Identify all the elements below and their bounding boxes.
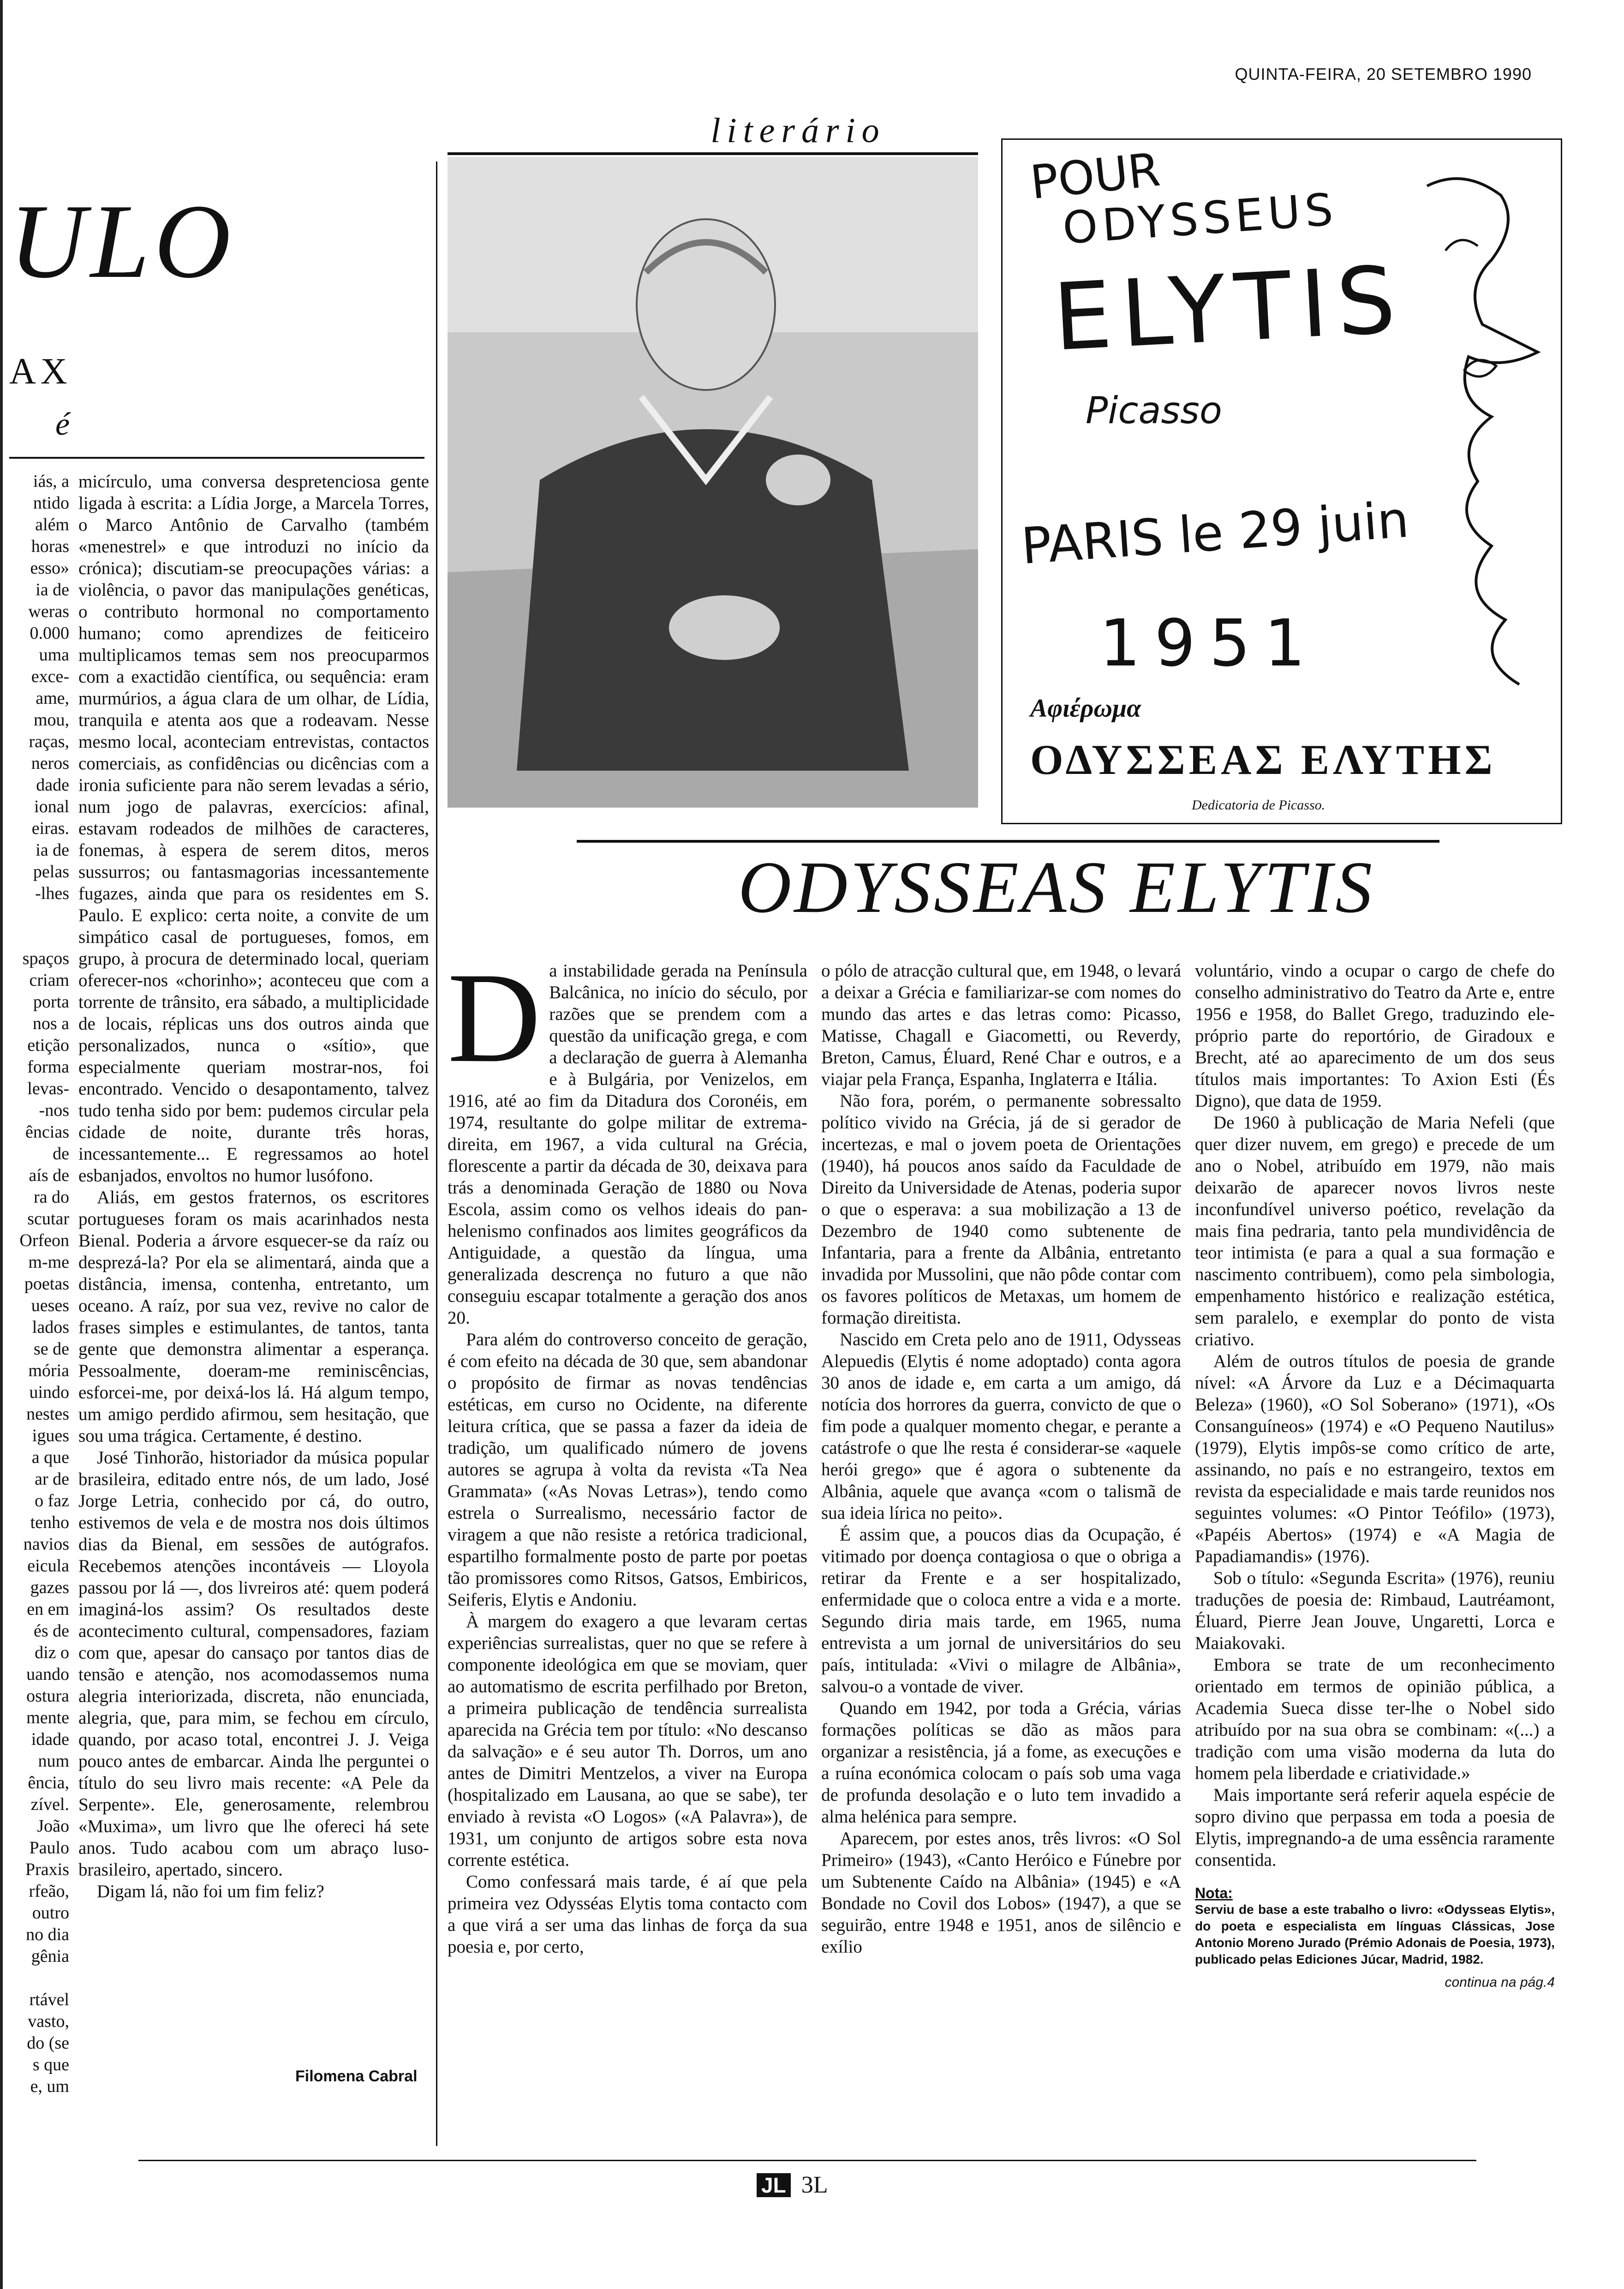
picasso-dedication-box xyxy=(1001,138,1562,824)
col1-paragraph-2: Para além do controverso conceito de geração, é com efeito na década de 30 que, sem abandonar o propósito de firmar as novas tendências estéticas, em curso no Ocidente, na diferente leitura crítica, que se passa a fazer da ideia de tradição, um qualificado número de jovens autores se agrupa à volta da revista «Ta Nea Grammata» («As Novas Letras»), tendo como estrela o Surrealismo, necessário factor de viragem a que não resiste a retórica tradicional, espartilho formalmente posto de parte por poetas tão promissores como Ritsos, Gatsos, Embiricos, Seiferis, Elytis e Andoniu. xyxy=(448,1330,807,1610)
cropped-subtitle-2: é xyxy=(55,407,70,442)
col1-paragraph-3: À margem do exagero a que levaram certas experiências surrealistas, quer no que se refere à componente ideológica em que se moviam, quer ao automatismo de escrita perfilhado por Breton, a primeira publicação de tendência surrealista aparecida na Grécia tem por título: «No descanso da salvação» e é seu autor Th. Dorros, um ano antes de Dimitri Mentzelos, a viver na Europa (hospitalizado em Lausana, ao que se sabe), ter enviado à revista «O Logos» («A Palavra»), de 1931, um conjunto de artigos sobre esta nova corrente estética. xyxy=(448,1612,807,1870)
newspaper-logo: JL xyxy=(757,2173,791,2197)
cropped-line: gênia xyxy=(31,1947,69,1966)
cropped-line: ueses xyxy=(31,1296,69,1315)
cropped-line xyxy=(0,905,69,926)
picasso-profile-sketch xyxy=(1399,158,1547,712)
cropped-line: spaços xyxy=(22,949,69,968)
cropped-line: eiras. xyxy=(31,819,69,838)
col3-paragraph-2: De 1960 à publicação de Maria Nefeli (que quer dizer nuvem, em grego) e precede de um ano o Nobel, atribuído em 1979, não mais deixarão de aparecer novos livros neste inconfundível universo poético, revelação da mais fina pedraria, tanto pela mundividência de teor intimista (e para a qual a sua formação e nascimento contribuem), como pela simbologia, empenhamento histórico e realização estética, sem paralelo, e exemplar do ponto de vista criativo. xyxy=(1195,1113,1555,1349)
cropped-line: no dia xyxy=(26,1925,69,1944)
cropped-line: s que xyxy=(32,2055,69,2074)
cropped-line: -nos xyxy=(39,1101,69,1120)
cropped-line: ia de xyxy=(36,580,69,599)
cropped-line: ntido xyxy=(33,493,69,513)
note-text: Serviu de base a este trabalho o livro: «Odysseas Elytis», do poeta e especialista em línguas Clássicas, Jose Antonio Moreno Jurado (Prémio Adonais de Poesia, 1973), publicado pelas Ediciones Júcar, Madrid, 1982. xyxy=(1195,1902,1555,1966)
cropped-line: ional xyxy=(34,797,69,816)
cropped-line: m-me xyxy=(28,1252,69,1272)
left-column-text xyxy=(78,471,429,1902)
cropped-line: rfeão, xyxy=(29,1882,69,1901)
cropped-line: Orfeon xyxy=(19,1231,69,1250)
cropped-line: -lhes xyxy=(35,884,69,903)
dedication-line-5: PARIS le 29 juin xyxy=(1019,491,1411,576)
col2-paragraph-5: Quando em 1942, por toda a Grécia, várias formações políticas se dão as mãos para organizar a resistência, já a fome, as execuções e a ruína económica colocam o país sob uma vaga de profunda desolação e o luto tem invadido a alma helénica para sempre. xyxy=(821,1698,1181,1827)
dedication-line-6: 1951 xyxy=(1099,606,1320,681)
cropped-line: outro xyxy=(32,1903,69,1923)
col3-paragraph-6: Mais importante será referir aquela espécie de sopro divino que perpassa em toda a poesia de Elytis, impregnando-a de uma essência raramente consentida. xyxy=(1195,1785,1555,1870)
cropped-line: porta xyxy=(33,992,69,1012)
article-column-2 xyxy=(821,960,1181,1958)
cropped-line: vasto, xyxy=(28,2012,69,2031)
cropped-line: igues xyxy=(32,1426,69,1445)
cropped-line: etição xyxy=(27,1036,69,1055)
portrait-illustration xyxy=(448,157,978,808)
cropped-line: aís de xyxy=(29,1166,69,1185)
cropped-line: e, um xyxy=(30,2077,69,2096)
cropped-rule xyxy=(9,457,424,459)
cropped-line: horas xyxy=(31,537,69,556)
dedication-line-2: ODYSSEUS xyxy=(1061,183,1339,254)
cropped-headline: ULO xyxy=(9,182,236,300)
cropped-line: en em xyxy=(27,1600,69,1619)
cropped-line: exce- xyxy=(31,667,69,686)
cropped-line: iás, a xyxy=(33,472,69,491)
footer xyxy=(757,2171,828,2199)
col2-paragraph-4: É assim que, a poucos dias da Ocupação, é vitimado por doença contagiosa o que o obriga a retirar da Frente e a ser hospitalizado, enfermidade que o coloca entre a vida e a morte. Segundo diria mais tarde, em 1965, numa entrevista a um jornal de universitários do seu país, intitulada: «Vivi o milagre de Albânia», salvou-o a vontade de viver. xyxy=(821,1525,1181,1696)
cropped-line: gazes xyxy=(30,1578,69,1597)
cropped-line: 0.000 xyxy=(30,623,69,643)
note-block xyxy=(1195,1885,1555,1993)
cropped-line: nos a xyxy=(32,1014,69,1033)
column-divider-left xyxy=(436,162,437,2146)
cropped-line: lados xyxy=(32,1318,69,1337)
cropped-line: mente xyxy=(26,1708,69,1727)
cropped-line: de xyxy=(53,1144,69,1163)
cropped-line: num xyxy=(38,1751,69,1771)
author-signature: Filomena Cabral xyxy=(295,2067,418,2085)
cropped-line: Paulo xyxy=(29,1838,69,1858)
cropped-line: criam xyxy=(29,971,69,990)
cropped-line: ência, xyxy=(28,1773,69,1792)
col3-paragraph-1: voluntário, vindo a ocupar o cargo de chefe do conselho administrativo do Teatro da Arte e, entre 1956 e 1958, do Ballet Grego, traduzindo ele-próprio parte do reportório, de Giradoux e Brecht, até ao aparecimento de um dos seus títulos mais importantes: To Axion Esti (És Digno), que data de 1959. xyxy=(1195,961,1555,1111)
dedication-line-3: ELYTIS xyxy=(1051,246,1408,372)
note-label: Nota: xyxy=(1195,1885,1233,1901)
left-paragraph-3: José Tinhorão, historiador da música popular brasileira, editado entre nós, de um lado, José Jorge Letria, conhecido por cá, do outro, estivemos de vela e de mostra nos dois últimos dias da Bienal, em sessões de autógrafos. Recebemos atenções incontáveis — Lloyola passou por lá —, dos livreiros até: quem poderá imaginá-los assim? Os resultados deste acontecimento cultural, compensadores, faziam com que, apesar do cansaço por tantos dias de tensão e atenção, nos acomodassemos numa alegria interiorizada, discreta, não enunciada, alegria, que, para mim, se fechou em círculo, quando, por acaso total, encontrei J. J. Veiga pouco antes de embarcar. Ainda lhe perguntei o título do seu livro mais recente: «A Pele da Serpente». Ele, generosamente, relembrou «Muxima», um livro que lhe ofereci há sete anos. Tudo acabou com um abraço luso-brasileiro, apertado, sincero. xyxy=(78,1448,429,1880)
cropped-line: tenho xyxy=(30,1513,69,1532)
cropped-line: do (se xyxy=(27,2033,69,2053)
cropped-line: navios xyxy=(23,1534,69,1554)
cropped-line: a que xyxy=(31,1448,69,1467)
cropped-line: és de xyxy=(33,1621,69,1641)
section-rule xyxy=(448,152,978,155)
cropped-line: ências xyxy=(25,1122,69,1142)
cropped-line: poetas xyxy=(24,1274,69,1294)
cropped-line: idade xyxy=(31,1730,69,1749)
cropped-line: nestes xyxy=(26,1404,69,1424)
cropped-line: levas- xyxy=(27,1079,69,1098)
cropped-line: Praxis xyxy=(25,1860,69,1879)
col3-paragraph-3: Além de outros títulos de poesia de grande nível: «A Árvore da Luz e a Décimaquarta Beleza» (1960), «O Sol Soberano» (1971), «Os Consanguíneos» (1974) e «O Pequeno Nautilus» (1979), Elytis impôs-se como crítico de arte, assinando, no país e no estrangeiro, textos em revista da especialidade e mais tarde reunidos nos seguintes volumes: «O Pintor Teófilo» (1973), «Papéis Abertos» (1974) e «A Magia de Papadiamandis» (1976). xyxy=(1195,1351,1555,1566)
cropped-line: se de xyxy=(33,1339,69,1359)
cropped-line: diz o xyxy=(35,1643,69,1662)
cropped-line: forma xyxy=(27,1057,69,1077)
cropped-line: João xyxy=(37,1816,69,1836)
col2-paragraph-3: Nascido em Creta pelo ano de 1911, Odysseas Alepuedis (Elytis é nome adoptado) conta agora 30 anos de idade e, em carta a um amigo, dá notícia dos horrores da guerra, convicto de que o fim pode a qualquer momento chegar, e perante a catástrofe o que lhe resta é considerar-se «aquele herói grego» que é agora o subtenente da Albânia, aquele que avança «com o talismã de sua ideia lírica no peito». xyxy=(821,1330,1181,1523)
cropped-line: uando xyxy=(26,1665,69,1684)
left-paragraph-1: micírculo, uma conversa despretenciosa gente ligada à escrita: a Lídia Jorge, a Marcela Torres, o Marco Antônio de Carvalho (também «menestrel» e que introduzi no início da crónica); discutiam-se preocupações várias: a violência, o pavor das manipulações genéticas, o contributo hormonal no comportamento humano; como aprendizes de feiticeiro multiplicamos temas sem nos preocuparmos com a exactidão científica, ou sequência: eram murmúrios, a água clara de um olhar, de Lídia, tranquila e atenta aos que a rodeavam. Nesse mesmo local, aconteciam entrevistas, contactos comerciais, as confidências ou dicências com a ironia suficiente para não serem levadas a sério, num jogo de palavras, exercícios: afinal, estavam rodeados de milhões de caracteres, fonemas, à espera de serem ditos, meros sussurros; ou fantasmagorias incessantemente fugazes, ainda que para os residentes em S. Paulo. E explico: certa noite, a convite de um simpático casal de portugueses, fomos, em grupo, à procura de determinado local, queriam oferecer-nos «chorinho»; aconteceu que com a torrente de trânsito, era sábado, a multiplicidade de locais, réplicas uns dos outros ainda que personalizados, nunca o «sítio», que especialmente queriam mostrar-nos, foi encontrado. Vencido o desapontamento, talvez tudo tenha sido por bem: pudemos circular pela cidade de noite, durante três horas, incessantemente... E regressamos ao hotel esbanjados, envoltos no humor lusófono. xyxy=(78,472,429,1186)
cropped-line: uindo xyxy=(29,1383,69,1402)
article-title: ODYSSEAS ELYTIS xyxy=(738,846,1375,928)
col2-paragraph-1: o pólo de atracção cultural que, em 1948, o levará a deixar a Grécia e familiarizar-se com nomes do mundo das artes e das letras como: Picasso, Matisse, Chagall e Giacometti, ou Reverdy, Breton, Camus, Éluard, René Char e outros, e a viajar pela França, Espanha, Inglaterra e Itália. xyxy=(821,961,1181,1089)
col2-paragraph-2: Não fora, porém, o permanente sobressalto político vivido na Grécia, já de si gerador de incertezas, e mal o jovem poeta de Orientações (1940), há poucos anos saído da Faculdade de Direito da Universidade de Atenas, poderia supor o que o esperava: a sua mobilização a 13 de Dezembro de 1940 como subtenente de Infantaria, para a frente da Albânia, entretanto invadida por Mussolini, que não pôde contar com os favores políticos de Metaxas, um homem de formação direitista. xyxy=(821,1091,1181,1328)
left-paragraph-2: Aliás, em gestos fraternos, os escritores portugueses foram os mais acarinhados nesta Bienal. Poderia a árvore esquecer-se da raíz ou desprezá-la? Por ela se alimentará, ainda que a distância, imensa, contenha, entretanto, um oceano. A raíz, por sua vez, revive no calor de frases simples e estimulantes, de tantos, tanta gente que demonstra alimentar a esperança. Pessoalmente, doeram-me reminiscências, esforcei-me, por deixá-los lá. Há algum tempo, um amigo perdido afirmou, sem hesitação, que sou uma trágica. Certamente, é destino. xyxy=(78,1187,429,1446)
cropped-line: ostura xyxy=(26,1686,69,1706)
dedication-line-1: POUR xyxy=(1027,142,1163,210)
cropped-line: eicula xyxy=(27,1556,69,1576)
left-paragraph-4: Digam lá, não foi um fim feliz? xyxy=(97,1882,324,1901)
cropped-column-fragment xyxy=(0,471,69,2097)
col3-paragraph-5: Embora se trate de um reconhecimento orientado em termos de opinião pública, a Academia Sueca disse ter-lhe o Nobel sido atribuído por na sua obra se combinam: «(...) a tradição com uma visão moderna da luta do homem pela liberdade e criatividade.» xyxy=(1195,1655,1555,1783)
cropped-line: uma xyxy=(39,645,69,665)
dedication-line-4: Picasso xyxy=(1086,389,1222,432)
page-number: 3L xyxy=(801,2172,828,2198)
section-title: literário xyxy=(710,111,886,150)
title-rule xyxy=(577,840,1439,843)
cropped-line: zível. xyxy=(30,1795,69,1814)
cropped-line: ia de xyxy=(36,840,69,860)
cropped-line: mória xyxy=(28,1361,69,1380)
cropped-line: ame, xyxy=(36,689,69,708)
continued-on: continua na pág.4 xyxy=(1445,1975,1555,1990)
col2-paragraph-6: Aparecem, por estes anos, três livros: «O Sol Primeiro» (1943), «Canto Heróico e Fúnebre por um Subtenente Caído na Albânia» (1945) e «A Bondade no Covil dos Lobos» (1947), a que se seguirão, entre 1948 e 1951, anos de silêncio e exílio xyxy=(821,1828,1181,1957)
article-column-3 xyxy=(1195,960,1555,1993)
dedication-caption: Dedicatoria de Picasso. xyxy=(1192,797,1325,813)
cropped-line: dade xyxy=(36,775,69,795)
col1-paragraph-1: a instabilidade gerada na Península Balcânica, no início do século, por razões que se prendem com a questão da unificação grega, e com a declaração de guerra à Alemanha e à Bulgária, por Venizelos, em 1916, até ao fim da Ditadura dos Coronéis, em 1974, resultante do golpe militar de extrema-direita, em 1967, a vida cultural na Grécia, florescente a partir da década de 30, deixava para trás a denominada Geração de 1880 ou Nova Escola, assim como os velhos ideais do pan-helenismo confinados aos limites geográficos da Antiguidade, a questão da língua, uma generalizada descrença no futuro a que não conseguiu escapar totalmente a geração dos anos 20. xyxy=(448,961,807,1328)
cropped-line: rtável xyxy=(29,1990,69,2009)
cropped-line: neros xyxy=(31,754,69,773)
cropped-line: esso» xyxy=(30,558,69,578)
cropped-line: raças, xyxy=(29,732,69,751)
cropped-line: weras xyxy=(28,602,69,621)
col1-paragraph-4: Como confessará mais tarde, é aí que pela primeira vez Odysséas Elytis toma contacto com a que virá a ser uma das linhas de força da sua poesia e, por certo, xyxy=(448,1872,807,1957)
cropped-line: mou, xyxy=(33,710,69,730)
elytis-portrait-photo xyxy=(448,157,978,808)
cropped-line: ra do xyxy=(33,1187,69,1207)
cropped-line: ar de xyxy=(35,1469,69,1489)
cropped-line xyxy=(0,1967,69,1989)
col3-paragraph-4: Sob o título: «Segunda Escrita» (1976), reuniu traduções de poesia de: Rimbaud, Lautréamont, Éluard, Pierre Jean Jouve, Ungaretti, Lorca e Maiakovaki. xyxy=(1195,1568,1555,1653)
cropped-line: além xyxy=(35,515,69,534)
greek-dedication-label: Αφιέρωμα xyxy=(1030,694,1141,723)
cropped-line: o faz xyxy=(35,1491,69,1510)
article-column-1 xyxy=(448,946,807,1958)
cropped-line xyxy=(0,926,69,948)
footer-rule xyxy=(138,2160,1476,2161)
greek-poet-name: ΟΔΥΣΣΕΑΣ ΕΛΥΤΗΣ xyxy=(1030,736,1496,783)
cropped-line: scutar xyxy=(27,1209,69,1228)
cropped-subtitle: AX xyxy=(9,351,72,392)
drop-cap: D xyxy=(448,946,541,1089)
cropped-line: pelas xyxy=(33,862,69,881)
issue-date: QUINTA-FEIRA, 20 SETEMBRO 1990 xyxy=(1235,65,1532,84)
